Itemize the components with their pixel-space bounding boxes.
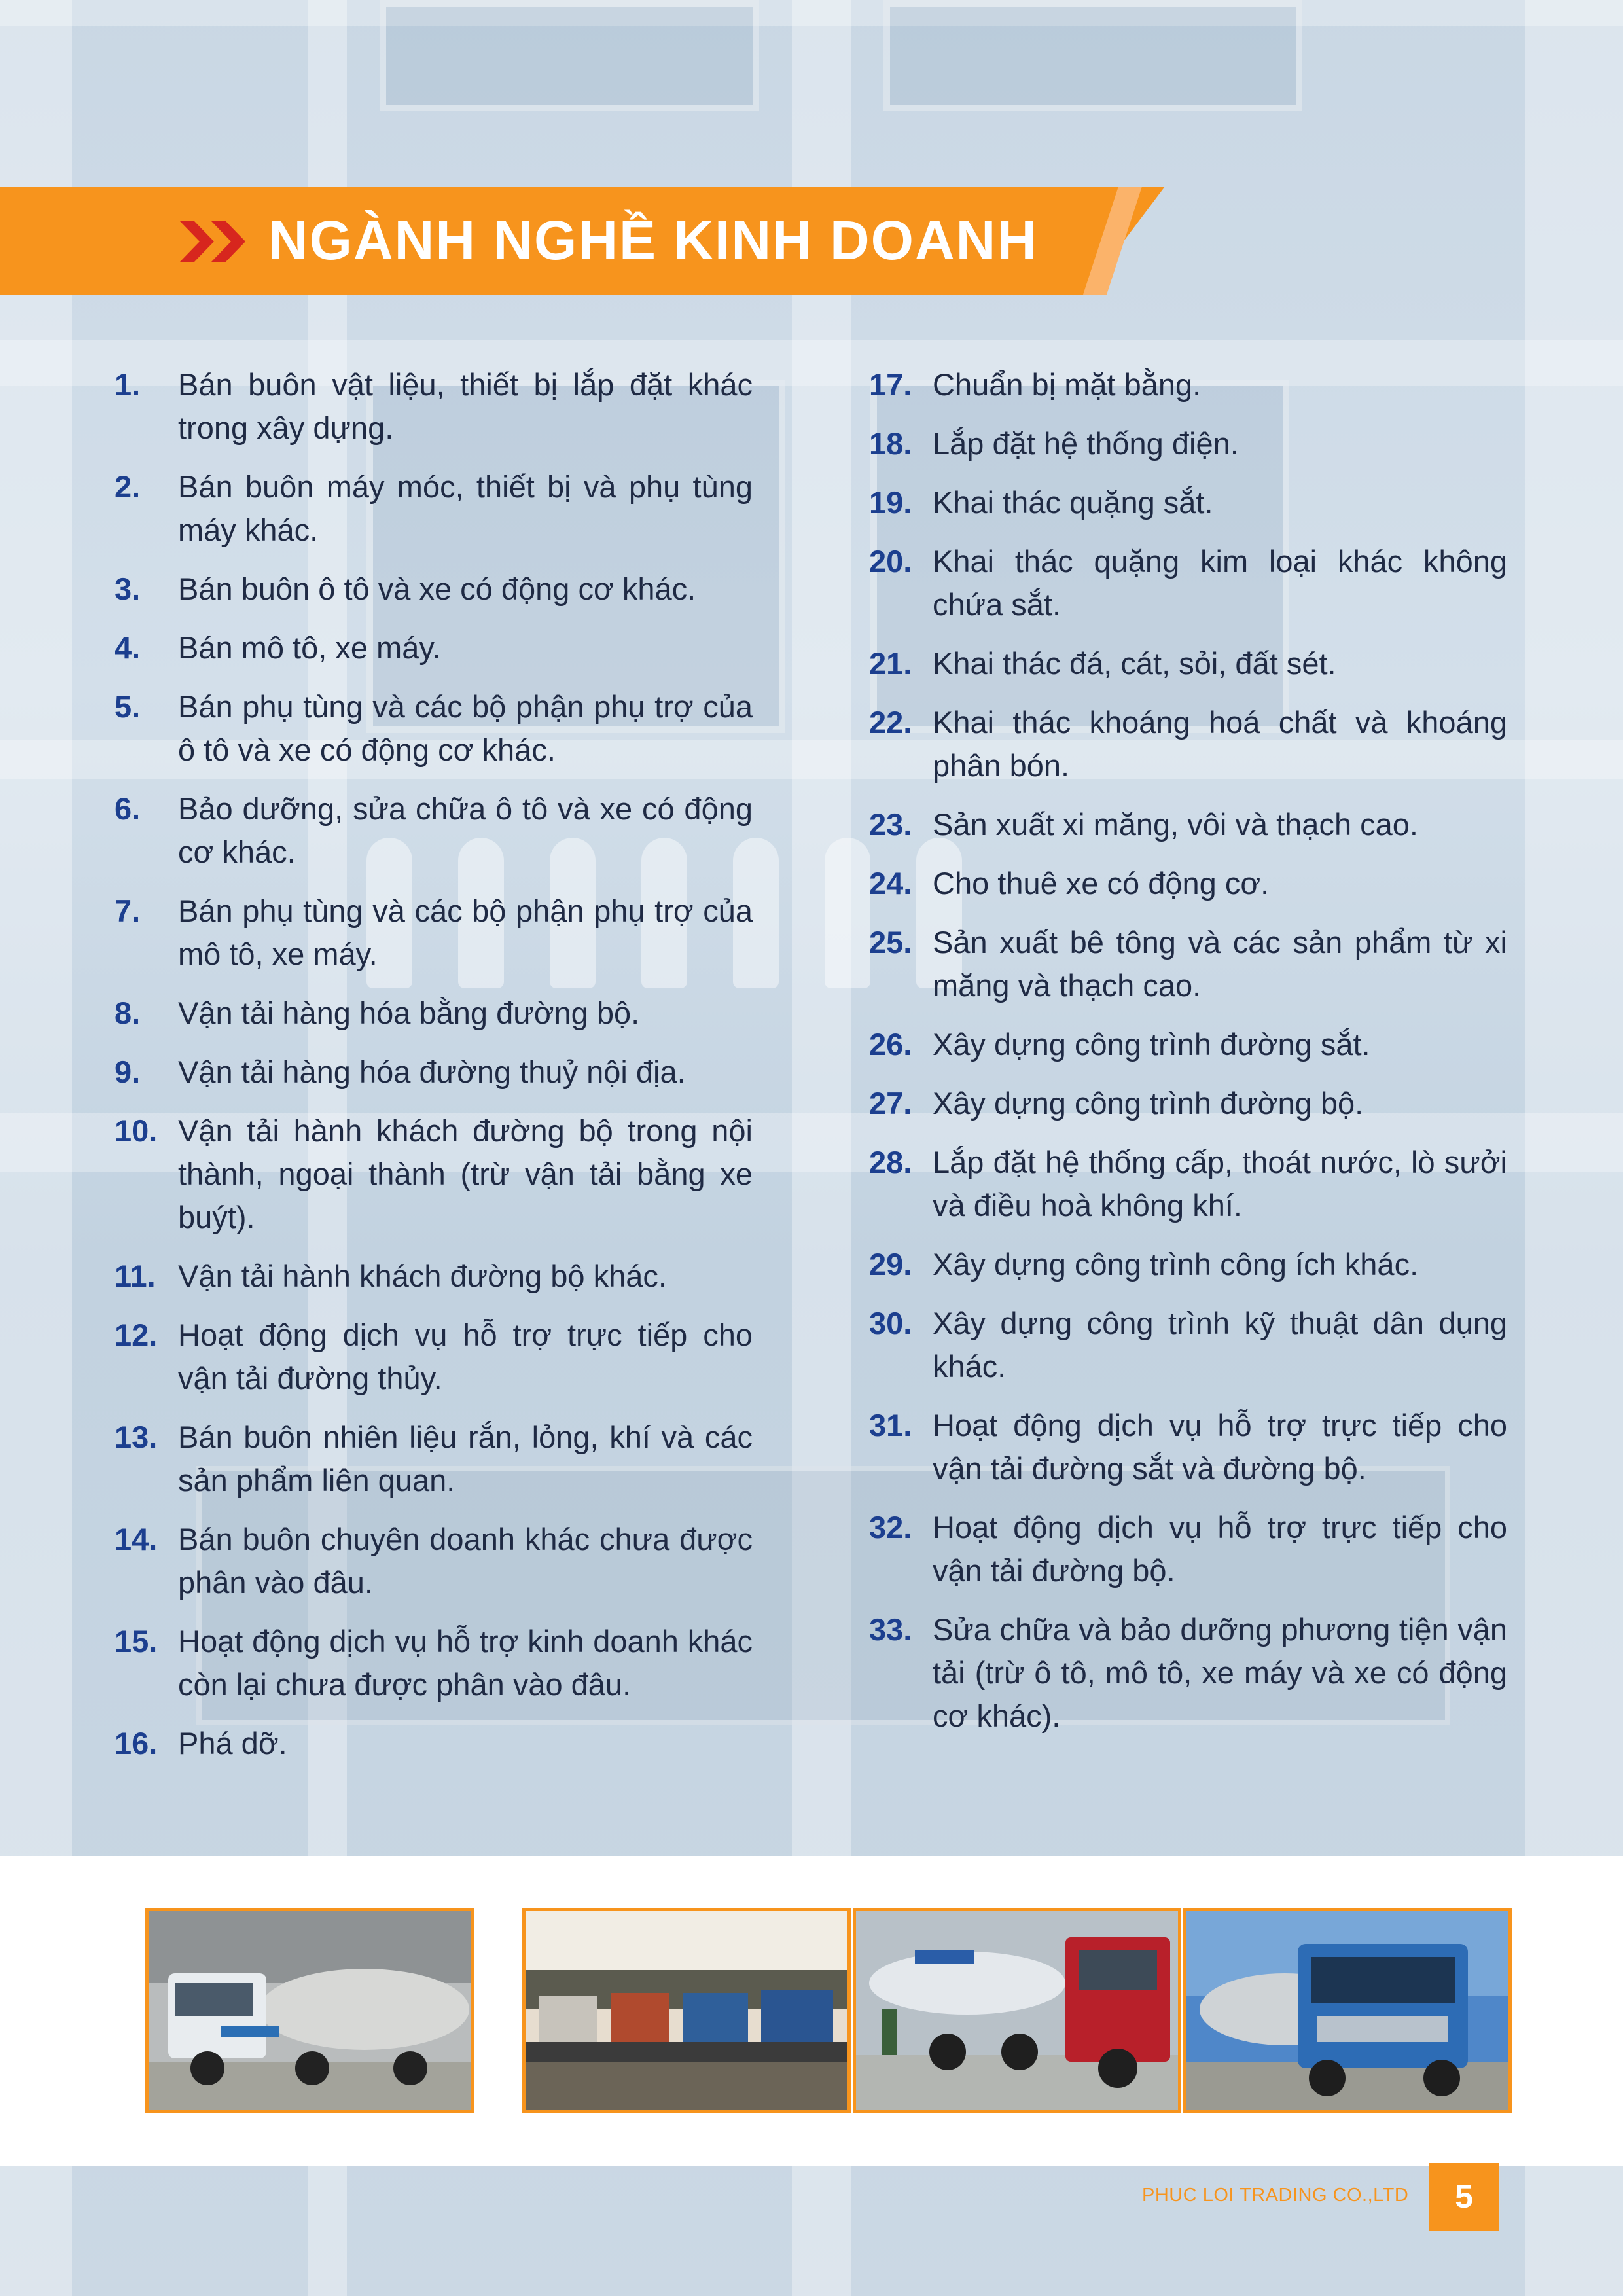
item-number: 12. [115,1318,158,1352]
item-text: Bán mô tô, xe máy. [178,630,441,665]
list-item [115,1109,753,1239]
list-item [869,803,1507,846]
photo-cement-tanker-truck [145,1908,474,2113]
item-number: 5. [115,689,141,724]
list-item [115,1518,753,1604]
item-text: Khai thác quặng sắt. [933,485,1213,520]
item-number: 20. [869,544,912,579]
item-number: 8. [115,996,141,1030]
item-text: Sửa chữa và bảo dưỡng phương tiện vận tải (trừ ô tô, mô tô, xe máy và xe có động cơ khác). [933,1612,1507,1733]
page-title: NGÀNH NGHỀ KINH DOANH [268,209,1038,271]
business-list-right [869,363,1507,1753]
item-text: Vận tải hành khách đường bộ khác. [178,1259,667,1293]
item-text: Vận tải hành khách đường bộ trong nội thành, ngoại thành (trừ vận tải bằng xe buýt). [178,1113,753,1234]
item-text: Xây dựng công trình kỹ thuật dân dụng khác. [933,1306,1507,1384]
list-item [869,921,1507,1007]
list-item [869,1302,1507,1388]
list-item [115,1416,753,1502]
list-item [869,1023,1507,1066]
list-item [869,642,1507,685]
item-text: Bán buôn vật liệu, thiết bị lắp đặt khác trong xây dựng. [178,367,753,445]
item-text: Sản xuất xi măng, vôi và thạch cao. [933,807,1418,842]
item-number: 13. [115,1420,158,1454]
item-text: Hoạt động dịch vụ hỗ trợ trực tiếp cho vận tải đường sắt và đường bộ. [933,1408,1507,1486]
item-text: Khai thác khoáng hoá chất và khoáng phân bón. [933,705,1507,783]
item-number: 25. [869,925,912,960]
list-item [115,889,753,976]
item-number: 23. [869,807,912,842]
item-number: 11. [115,1259,156,1293]
photo-blue-truck [1183,1908,1512,2113]
list-item [869,1243,1507,1286]
item-number: 14. [115,1522,158,1556]
item-text: Phá dỡ. [178,1726,287,1761]
item-number: 24. [869,866,912,901]
list-item [869,363,1507,406]
list-item [869,862,1507,905]
item-number: 21. [869,646,912,681]
item-number: 31. [869,1408,912,1443]
list-item [115,363,753,450]
item-number: 32. [869,1510,912,1545]
list-item [115,1050,753,1094]
item-number: 29. [869,1247,912,1282]
item-number: 26. [869,1027,912,1062]
item-number: 19. [869,485,912,520]
item-number: 3. [115,571,141,606]
item-text: Cho thuê xe có động cơ. [933,866,1270,901]
item-number: 2. [115,469,141,504]
list-item [115,1255,753,1298]
item-text: Hoạt động dịch vụ hỗ trợ kinh doanh khác còn lại chưa được phân vào đâu. [178,1624,753,1702]
section-header-banner [0,187,1165,295]
item-text: Bảo dưỡng, sửa chữa ô tô và xe có động cơ khác. [178,791,753,869]
list-item [115,1722,753,1765]
list-item [869,1141,1507,1227]
list-item [115,685,753,772]
list-item [869,1082,1507,1125]
item-text: Bán buôn nhiên liệu rắn, lỏng, khí và các sản phẩm liên quan. [178,1420,753,1498]
item-text: Khai thác đá, cát, sỏi, đất sét. [933,646,1336,681]
item-number: 1. [115,367,141,402]
item-text: Hoạt động dịch vụ hỗ trợ trực tiếp cho vận tải đường thủy. [178,1318,753,1395]
item-number: 33. [869,1612,912,1647]
item-number: 17. [869,367,912,402]
item-text: Bán buôn máy móc, thiết bị và phụ tùng máy khác. [178,469,753,547]
item-text: Lắp đặt hệ thống cấp, thoát nước, lò sưởi và điều hoà không khí. [933,1145,1507,1223]
item-number: 15. [115,1624,158,1659]
item-text: Xây dựng công trình công ích khác. [933,1247,1419,1282]
list-item [869,1608,1507,1738]
item-number: 27. [869,1086,912,1121]
item-number: 28. [869,1145,912,1179]
item-text: Xây dựng công trình đường sắt. [933,1027,1370,1062]
list-item [869,422,1507,465]
item-number: 7. [115,893,141,928]
list-item [869,1506,1507,1592]
company-name: PHUC LOI TRADING CO.,LTD [1142,2185,1409,2206]
list-item [115,567,753,611]
item-text: Hoạt động dịch vụ hỗ trợ trực tiếp cho vận tải đường bộ. [933,1510,1507,1588]
double-chevron-right-icon [180,221,252,262]
photo-strip [0,1856,1623,2166]
item-number: 9. [115,1054,141,1089]
business-list-left [115,363,753,1781]
item-number: 22. [869,705,912,740]
item-number: 10. [115,1113,158,1148]
item-text: Xây dựng công trình đường bộ. [933,1086,1364,1121]
list-item [115,626,753,670]
item-number: 4. [115,630,141,665]
list-item [115,465,753,552]
item-text: Lắp đặt hệ thống điện. [933,426,1239,461]
item-text: Bán buôn chuyên doanh khác chưa được phân vào đâu. [178,1522,753,1600]
item-text: Bán phụ tùng và các bộ phận phụ trợ của mô tô, xe máy. [178,893,753,971]
item-number: 18. [869,426,912,461]
list-item [869,481,1507,524]
item-text: Khai thác quặng kim loại khác không chứa sắt. [933,544,1507,622]
item-text: Bán phụ tùng và các bộ phận phụ trợ của ô tô và xe có động cơ khác. [178,689,753,767]
item-text: Sản xuất bê tông và các sản phẩm từ xi măng và thạch cao. [933,925,1507,1003]
list-item [869,701,1507,787]
item-number: 6. [115,791,141,826]
item-text: Vận tải hàng hóa bằng đường bộ. [178,996,640,1030]
photo-truck-washing [853,1908,1181,2113]
item-text: Bán buôn ô tô và xe có động cơ khác. [178,571,696,606]
list-item [115,1620,753,1706]
photo-truck-fleet [522,1908,851,2113]
item-number: 16. [115,1726,158,1761]
item-text: Vận tải hàng hóa đường thuỷ nội địa. [178,1054,686,1089]
list-item [869,1404,1507,1490]
list-item [869,540,1507,626]
item-text: Chuẩn bị mặt bằng. [933,367,1202,402]
item-number: 30. [869,1306,912,1340]
list-item [115,1314,753,1400]
page-number: 5 [1429,2163,1499,2231]
list-item [115,992,753,1035]
list-item [115,787,753,874]
